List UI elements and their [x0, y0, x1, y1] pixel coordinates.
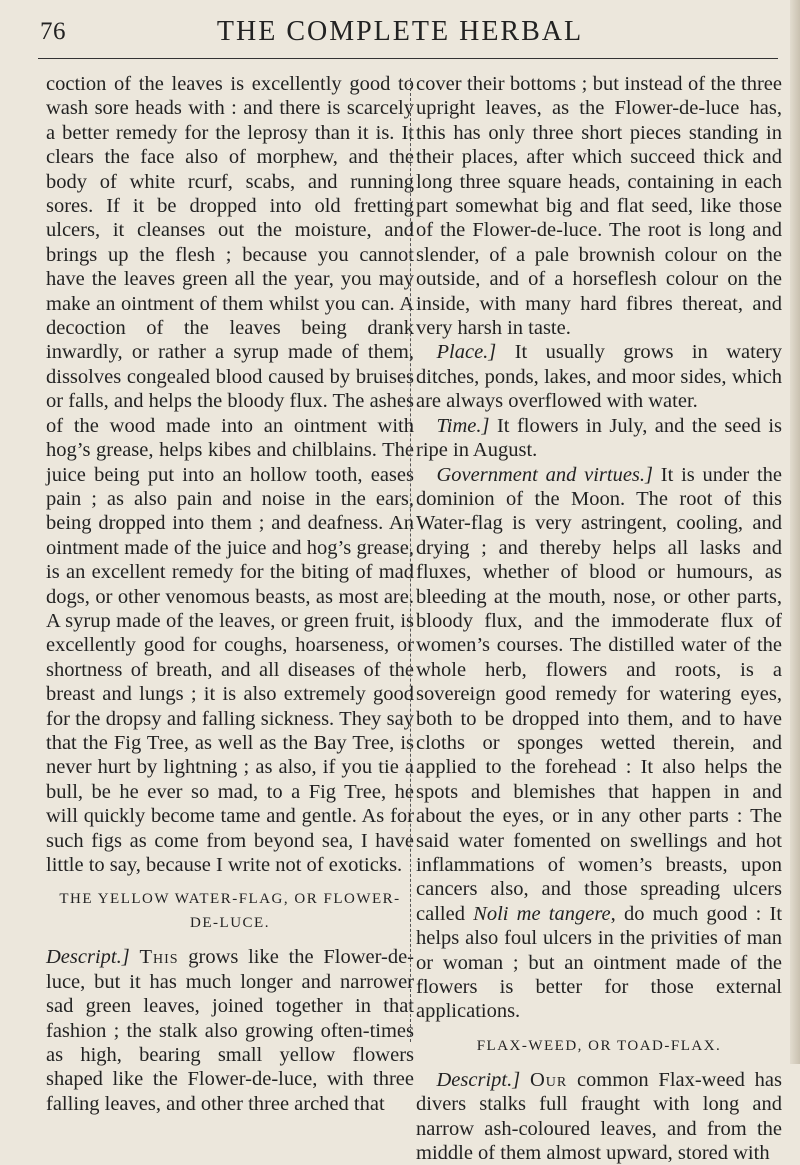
- government-paragraph: [416, 463, 782, 1024]
- page-number: 76: [40, 18, 66, 45]
- government-text-2: , do much good : It helps also foul ulcers in the privities of man or woman ; but an ointment made of the flowers is better for those external applications.: [416, 902, 783, 1023]
- place-paragraph: [416, 340, 782, 413]
- noli-me-tangere-term: Noli me tangere: [473, 902, 611, 925]
- section-heading-yellow-water-flag: THE YELLOW WATER-FLAG, OR FLOWER-DE-LUCE.: [59, 891, 401, 932]
- descript-label: Descript.]: [46, 946, 130, 969]
- column-divider: [410, 78, 411, 1042]
- flax-descript-text: common Flax-weed has divers stalks full fraught with long and narrow ash-coloured leaves, and from the middle of them almost upward, stored with: [416, 1068, 782, 1165]
- flax-descript-label: Descript.]: [436, 1068, 521, 1091]
- flax-descript-paragraph: [416, 1068, 782, 1165]
- government-label: Government and virtues.]: [436, 463, 654, 486]
- running-head-title: THE COMPLETE HERBAL: [216, 16, 584, 47]
- header-rule: [38, 58, 778, 59]
- descript-continuation: cover their bottoms ; but instead of the three upright leaves, as the Flower-de-luce has, this has only three short pieces standing in their places, after which succeed thick and long three square heads, containing in each part somewhat big and flat seed, like those of the Flower-de-luce. The root is long and slender, of a pale brownish colour on the outside, and of a horseflesh colour on the inside, with many hard fibres thereat, and very harsh in taste.: [416, 73, 782, 340]
- government-text-1: It is under the dominion of the Moon. The root of this Water-flag is very astringent, cooling, and drying ; and thereby helps all lasks and fluxes, whether of blood or humours, as bleeding at the mouth, nose, or other parts, bloody flux, and the immoderate flux of women’s courses. The distilled water of the whole herb, flowers and roots, is a sovereign good remedy for watering eyes, both to be dropped into them, and to have cloths or sponges wetted therein, and applied to the forehead : It also helps the spots and blemishes that happen in and about the eyes, or in any other parts : The said water fomented on swellings and hot inflammations of women’s breasts, upon cancers also, and those spreading ulcers called: [416, 463, 782, 925]
- fig-tree-continuation: coction of the leaves is excellently good to wash sore heads with : and there is scarcely a better remedy for the leprosy than it is. It clears the face also of morphew, and the body of white rcurf, scabs, and running sores. If it be dropped into old fretting ulcers, it cleanses out the moisture, and brings up the flesh ; because you cannot have the leaves green all the year, you may make an ointment of them whilst you can. A decoction of the leaves being drank inwardly, or rather a syrup made of them, dissolves congealed blood caused by bruises or falls, and helps the bloody flux. The ashes of the wood made into an ointment with hog’s grease, helps kibes and chilblains. The juice being put into an hollow tooth, eases pain ; as also pain and noise in the ears, being dropped into them ; and deafness. An ointment made of the juice and hog’s grease, is an excellent remedy for the biting of mad dogs, or other venomous beasts, as most are. A syrup made of the leaves, or green fruit, is excellently good for coughs, hoarseness, or shortness of breath, and all diseases of the breast and lungs ; it is also extremely good for the dropsy and falling sickness. They say that the Fig Tree, as well as the Bay Tree, is never hurt by lightning ; as also, if you tie a bull, be he ever so mad, to a Fig Tree, he will quickly become tame and gentle. As for such figs as come from beyond sea, I have little to say, because I write not of exoticks.: [46, 73, 414, 876]
- flax-descript-first-word: Our: [529, 1068, 568, 1091]
- descript-paragraph: [46, 945, 414, 1116]
- descript-text: grows like the Flower-de-luce, but it has much longer and narrower sad green leaves, joined together in that fashion ; the stalk also growing often-times as high, bearing small yellow flowers shaped like the Flower-de-luce, with three falling leaves, and other three arched that: [46, 946, 415, 1115]
- place-text: It usually grows in watery ditches, ponds, lakes, and moor sides, which are always overflowed with water.: [416, 341, 783, 413]
- place-label: Place.]: [436, 341, 497, 364]
- time-text: It flowers in July, and the seed is ripe in August.: [416, 414, 782, 462]
- right-column: [416, 72, 782, 1165]
- section-heading-flax-weed: FLAX-WEED, OR TOAD-FLAX.: [476, 1037, 722, 1054]
- page-header: [0, 0, 800, 64]
- descript-first-word: This: [139, 946, 179, 969]
- time-label: Time.]: [436, 414, 490, 437]
- time-paragraph: [416, 414, 782, 463]
- page-edge-shadow: [790, 0, 800, 1064]
- left-column: [46, 72, 414, 1116]
